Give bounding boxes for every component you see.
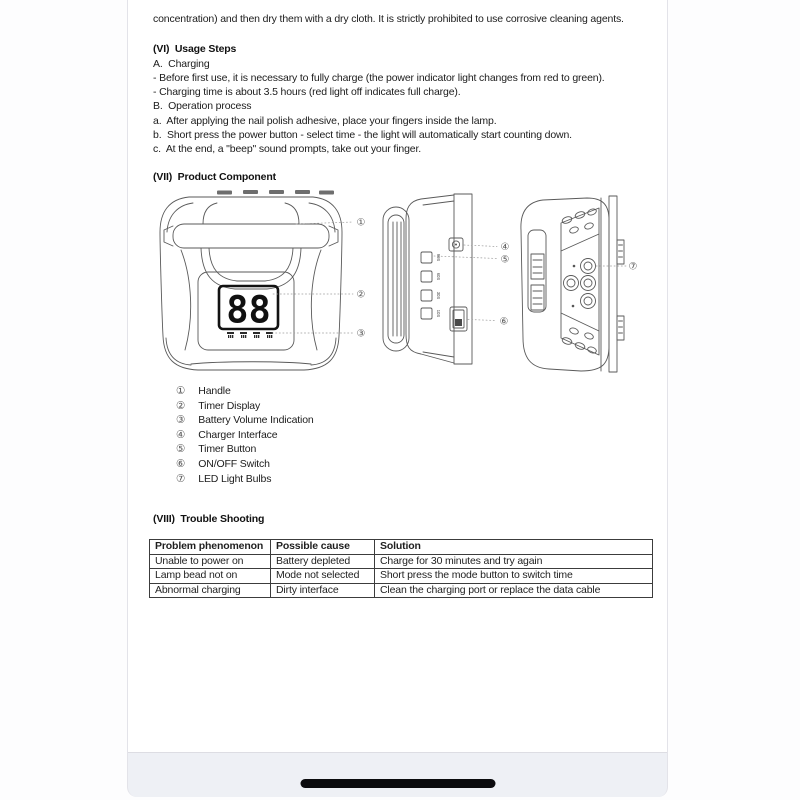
callout-6: ⑥ [499,316,509,328]
legend-item-timer-display [176,399,645,414]
led-bulbs-drawing [564,258,596,308]
battery-volume-indicator-icon [227,332,273,338]
section-heading-trouble-shooting: (VIII) Trouble Shooting [153,513,265,526]
table-row [150,569,653,584]
callout-2: ② [356,289,366,301]
troubleshooting-table [149,539,653,598]
legend-item-on-off-switch [176,457,645,472]
legend-label: ON/OFF Switch [198,457,270,470]
cell-solution: Short press the mode button to switch time [375,569,653,584]
cell-problem: Abnormal charging [150,583,271,598]
legend-num: ⑤ [176,443,186,456]
legend-label: Battery Volume Indication [198,414,314,427]
legend-num: ⑦ [176,472,186,485]
usage-line: b. Short press the power button - select time - the light will automatically start counting down. [153,129,572,142]
legend-item-timer-button [176,442,645,457]
vent-slots-icon [217,190,334,195]
col-header-solution: Solution [375,540,653,555]
usage-line: a. After applying the nail polish adhesive, place your fingers inside the lamp. [153,114,497,127]
cell-problem: Lamp bead not on [150,569,271,584]
timer-display-digits: 88 [226,288,271,332]
table-row [150,583,653,598]
legend-num: ③ [176,414,186,427]
legend-item-handle [176,384,645,399]
legend-item-charger-interface [176,428,645,443]
usage-line: c. At the end, a "beep" sound prompts, take out your finger. [153,143,421,156]
cell-cause: Battery depleted [271,554,375,569]
cell-problem: Unable to power on [150,554,271,569]
legend-label: Timer Display [198,399,261,412]
table-header-row [150,540,653,555]
latch-drawing [528,230,546,312]
callout-7: ⑦ [628,261,638,273]
callout-5: ⑤ [500,254,510,266]
legend-label: Handle [198,384,231,397]
callout-3: ③ [356,328,366,340]
on-off-switch-drawing [450,307,467,331]
usage-line: B. Operation process [153,100,252,113]
section-heading-product-component: (VII) Product Component [153,170,276,183]
legend-num: ④ [176,428,186,441]
legend-label: Timer Button [198,443,257,456]
timer-label-60s: 60S [436,272,441,281]
cell-solution: Charge for 30 minutes and try again [375,554,653,569]
legend-item-battery-volume [176,413,645,428]
side-handle-drawing [383,207,409,351]
callout-4: ④ [500,241,510,253]
cell-cause: Mode not selected [271,569,375,584]
legend-num: ⑥ [176,457,186,470]
front-view-drawing [160,190,365,370]
manual-page[interactable] [128,0,667,753]
timer-buttons-drawing [421,252,441,319]
legend-label: Charger Interface [198,428,278,441]
usage-line: - Before first use, it is necessary to fully charge (the power indicator light changes from red to green). [153,71,605,84]
legend-num: ② [176,399,186,412]
cell-solution: Clean the charging port or replace the data cable [375,583,653,598]
side-view-drawing [383,194,509,364]
hinge-tabs-icon [617,240,624,340]
usage-line: - Charging time is about 3.5 hours (red light off indicates full charge). [153,86,461,99]
timer-label-10s: 10S [436,309,441,318]
col-header-cause: Possible cause [271,540,375,555]
timer-label-30s: 30S [436,291,441,300]
cell-cause: Dirty interface [271,583,375,598]
document-viewer-card [127,0,668,797]
usage-line: A. Charging [153,57,210,70]
timer-label-99s: 99S [436,253,441,262]
charger-interface-drawing [449,238,463,251]
legend-label: LED Light Bulbs [198,472,272,485]
handle-drawing [164,203,338,289]
legend-num: ① [176,384,186,397]
section-heading-usage-steps: (VI) Usage Steps [153,43,237,56]
callout-1: ① [356,217,366,229]
component-legend [176,384,645,486]
intro-text: concentration) and then dry them with a dry cloth. It is strictly prohibited to use corrosive cleaning agents. [153,13,624,25]
inside-view-drawing [521,196,638,372]
home-indicator-bar[interactable] [300,779,495,788]
device-footer [128,753,667,797]
product-component-diagram [151,188,663,378]
legend-item-led-light-bulbs [176,472,645,487]
table-row [150,554,653,569]
col-header-problem: Problem phenomenon [150,540,271,555]
